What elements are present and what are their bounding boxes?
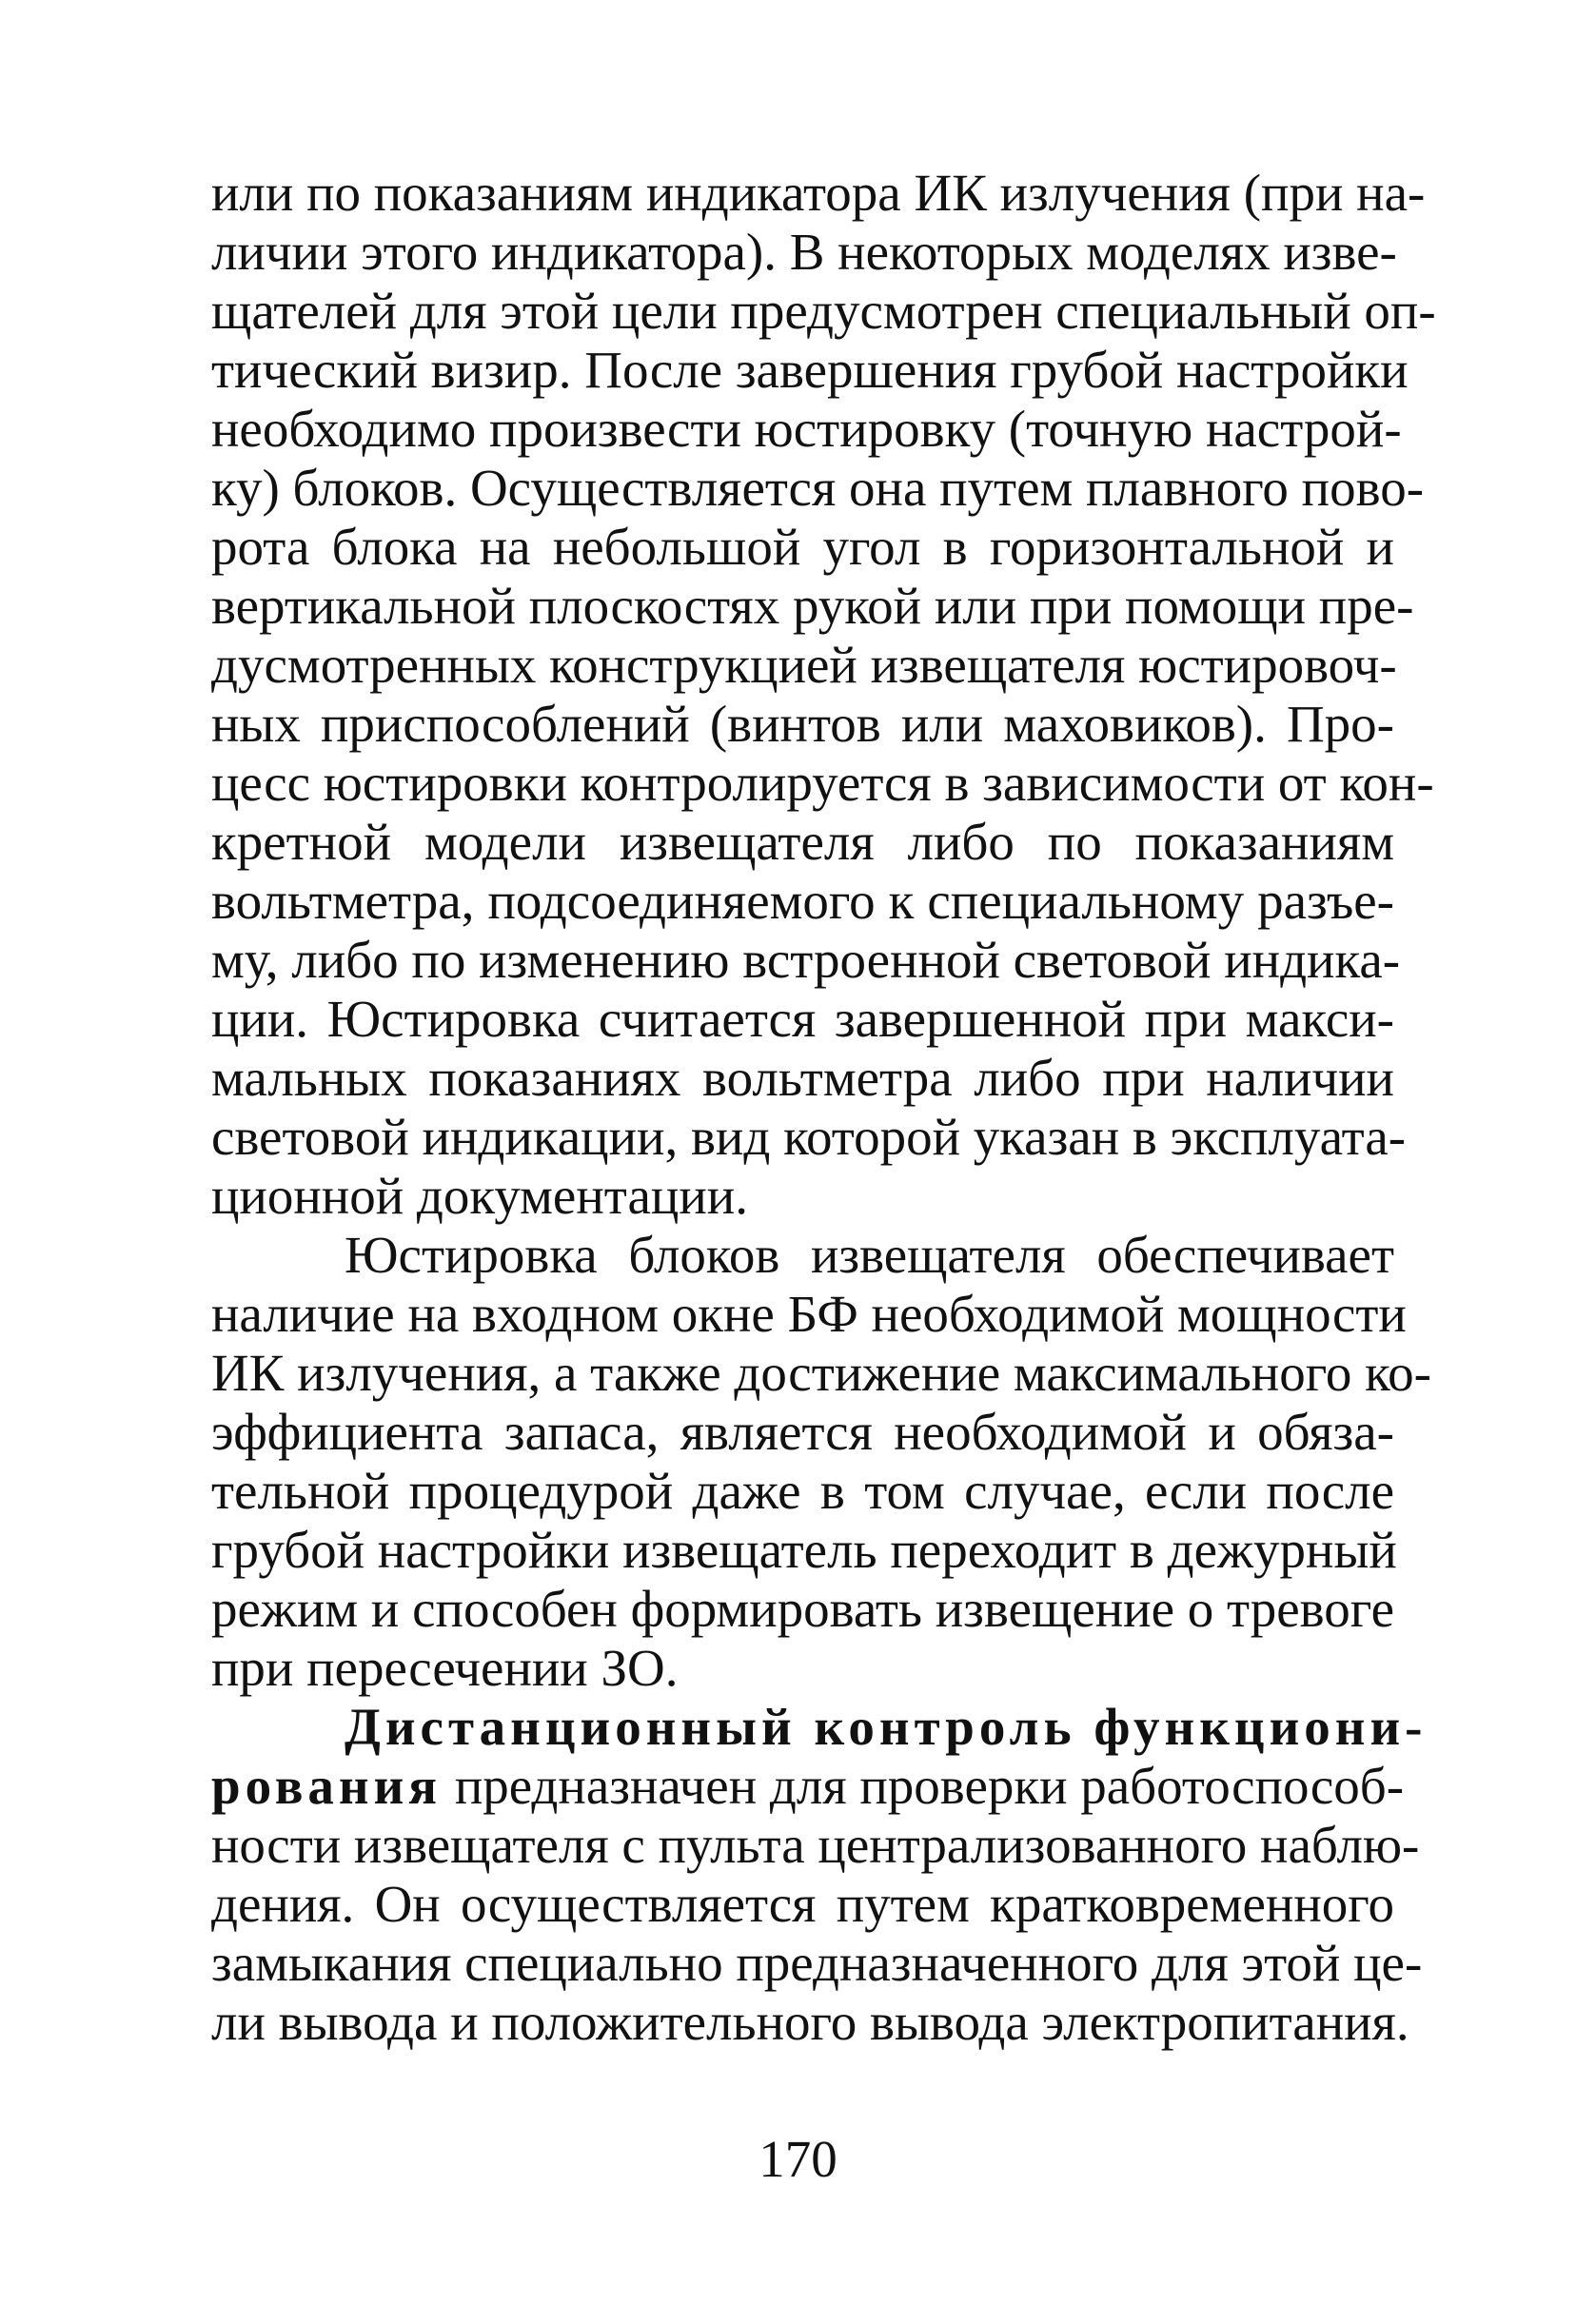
text-line: личии этого индикатора). В некоторых моделях изве- — [211, 223, 1397, 281]
text-line: наличие на входном окне БФ необходимой мощности — [211, 1285, 1407, 1343]
section-term-heading-continuation: рования — [211, 1757, 443, 1815]
text-line: ных приспособлений (винтов или маховиков). Про- — [211, 695, 1394, 753]
text-fragment: предназначен для проверки работоспособ- — [454, 1757, 1405, 1815]
text-line: при пересечении ЗО. — [211, 1639, 679, 1697]
text-line: тельной процедурой даже в том случае, если после — [211, 1462, 1394, 1520]
section-term-heading: Дистанционный контроль функциони- — [345, 1698, 1428, 1756]
text-line: мальных показаниях вольтметра либо при наличии — [211, 1049, 1394, 1107]
text-line: замыкания специально предназначенного для этой це- — [211, 1934, 1423, 1992]
text-line: дения. Он осуществляется путем кратковременного — [211, 1875, 1394, 1933]
text-line — [211, 1757, 1405, 1816]
text-line: вертикальной плоскостях рукой или при помощи пре- — [211, 577, 1414, 635]
text-line: ку) блоков. Осуществляется она путем плавного пово- — [211, 459, 1425, 517]
text-line: ИК излучения, а также достижение максимального ко- — [211, 1344, 1431, 1402]
text-line: рота блока на небольшой угол в горизонтальной и — [211, 518, 1394, 576]
paragraph-2 — [211, 1226, 1431, 1698]
page-number: 170 — [759, 2130, 837, 2188]
text-line: эффициента запаса, является необходимой и обяза- — [211, 1403, 1394, 1461]
text-line: ности извещателя с пульта централизованного наблю- — [211, 1816, 1420, 1874]
text-line: или по показаниям индикатора ИК излучения (при на- — [211, 164, 1426, 222]
text-line: кретной модели извещателя либо по показаниям — [211, 813, 1394, 871]
text-line: му, либо по изменению встроенной световой индика- — [211, 931, 1401, 989]
paragraph-3 — [211, 1698, 1428, 2052]
text-line: режим и способен формировать извещение о тревоге — [211, 1580, 1394, 1638]
text-line: ционной документации. — [211, 1167, 748, 1225]
text-line: грубой настройки извещатель переходит в дежурный — [211, 1521, 1397, 1579]
paragraph-1 — [211, 164, 1436, 1226]
text-line: вольтметра, подсоединяемого к специальному разъе- — [211, 872, 1394, 930]
body-text — [211, 164, 1436, 2052]
text-line: световой индикации, вид которой указан в эксплуата- — [211, 1108, 1407, 1166]
text-line: ции. Юстировка считается завершенной при макси- — [211, 990, 1394, 1048]
text-line: ли вывода и положительного вывода электропитания. — [211, 1993, 1409, 2051]
text-line: щателей для этой цели предусмотрен специальный оп- — [211, 282, 1436, 340]
text-line: дусмотренных конструкцией извещателя юстировоч- — [211, 636, 1397, 694]
text-line: тический визир. После завершения грубой настройки — [211, 341, 1409, 399]
text-line: необходимо произвести юстировку (точную настрой- — [211, 400, 1402, 458]
text-line: Юстировка блоков извещателя обеспечивает — [345, 1226, 1394, 1284]
text-line: цесс юстировки контролируется в зависимости от кон- — [211, 754, 1434, 812]
